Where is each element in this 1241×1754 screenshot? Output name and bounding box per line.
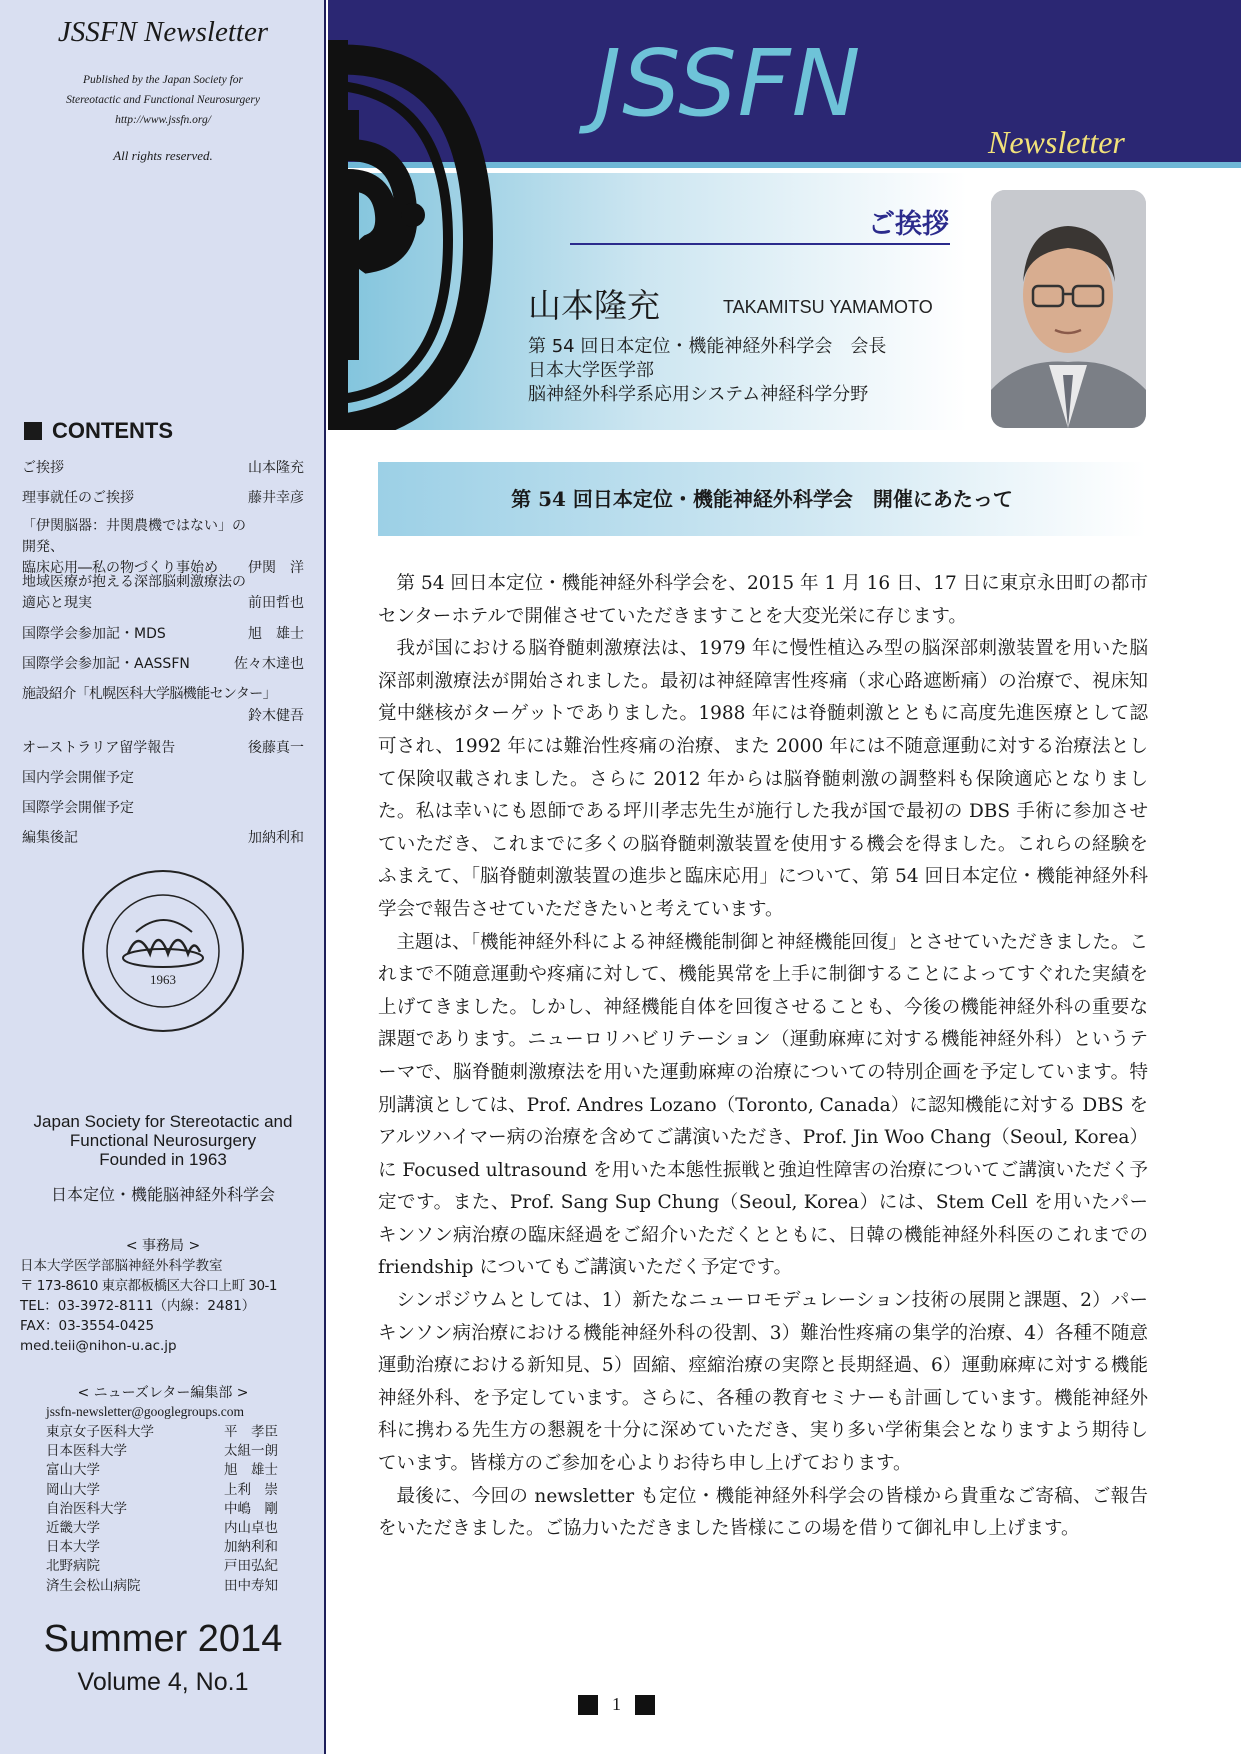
toc-title: 国際学会参加記・AASSFN — [22, 656, 190, 672]
toc-item[interactable] — [22, 572, 304, 614]
toc-item[interactable] — [22, 458, 304, 479]
toc-item[interactable] — [22, 828, 304, 849]
contents-heading — [24, 418, 173, 444]
editor-name: 内山卓也 — [224, 1520, 278, 1537]
author-portrait — [991, 190, 1146, 428]
publisher-note: Published by the Japan Society for Stereotactic and Functional Neurosurgery http://www.jssfn.org/ — [66, 74, 260, 126]
toc-title: 理事就任のご挨拶 — [22, 490, 134, 506]
toc-item[interactable] — [22, 488, 304, 509]
article-paragraph: 我が国における脳脊髄刺激療法は、1979 年に慢性植込み型の脳深部刺激装置を用いた脳深部刺激療法が開始されました。最初は神経障害性疼痛（求心路遮断痛）の治療で、視床知覚中継核がターゲットでありました。1988 年には脊髄刺激とともに高度先進医療として認可され、1992 年には難治性疼痛の治療、また 2000 年には不随意運動に対する治療法として保険収載されました。さらに 2012 年からは脳脊髄刺激の調整料も保険適応となりました。私は幸いにも恩師である坪川孝志先生が施行した我が国で最初の DBS 手術に参加させていただき、これまでに多くの脳脊髄刺激装置を使用する機会を得ました。これらの経験をふまえて、「脳脊髄刺激装置の進歩と臨床応用」について、第 54 回日本定位・機能神経外科学会で報告させていただきたいと考えています。 — [378, 638, 1148, 920]
toc-item[interactable] — [22, 738, 304, 759]
toc-title: 「伊関脳器：井関農機ではない」の開発、 臨床応用―私の物づくり事始め — [22, 518, 246, 576]
editor-row — [46, 1577, 286, 1596]
toc-title: オーストラリア留学報告 — [22, 740, 176, 756]
page-number: 1 — [612, 1694, 621, 1714]
editor-name: 中嶋 剛 — [224, 1500, 278, 1517]
toc-item[interactable] — [22, 684, 304, 725]
toc-author: 鈴木健吾 — [248, 708, 304, 724]
editor-row — [46, 1557, 286, 1576]
office-heading: < 事務局 > — [125, 1238, 201, 1254]
greeting-heading: ご挨拶 — [868, 209, 949, 240]
square-bullet-icon — [24, 422, 42, 440]
portrait-icon — [991, 190, 1146, 428]
editor-row — [46, 1500, 286, 1519]
editor-name: 太組一朗 — [224, 1443, 278, 1460]
editor-institution: 東京女子医科大学 — [46, 1424, 154, 1440]
editor-institution: 富山大学 — [46, 1462, 100, 1479]
editor-name: 加納利和 — [224, 1539, 278, 1556]
editor-name: 田中寿知 — [224, 1577, 278, 1594]
toc-author: 旭 雄士 — [248, 626, 304, 642]
editor-institution: 近畿大学 — [46, 1520, 100, 1537]
toc-author: 加納利和 — [248, 830, 304, 846]
editor-name: 旭 雄士 — [224, 1462, 278, 1479]
toc-title: ご挨拶 — [22, 460, 64, 476]
seal-year: 1963 — [150, 972, 176, 987]
toc-title: 国際学会開催予定 — [22, 800, 134, 816]
editor-institution: 済生会松山病院 — [46, 1577, 141, 1594]
brand-subtitle: Newsletter — [988, 124, 1125, 160]
affiliation-line: 第 54 回日本定位・機能神経外科学会 会長 — [528, 336, 887, 357]
society-seal-icon — [80, 868, 246, 1034]
affiliation-line: 日本大学医学部 — [528, 360, 654, 381]
brand-title: JSSFN — [594, 30, 862, 137]
greeting-underline — [570, 243, 950, 245]
toc-author: 後藤真一 — [248, 740, 304, 756]
article-body — [378, 568, 1148, 1546]
editor-institution: 岡山大学 — [46, 1481, 100, 1498]
toc-author: 伊関 洋 — [248, 560, 304, 576]
rights-note: All rights reserved. — [113, 148, 213, 163]
article-paragraph: 第 54 回日本定位・機能神経外科学会を、2015 年 1 月 16 日、17 日に東京永田町の都市センターホテルで開催させていただきますことを大変光栄に存じます。 — [378, 573, 1148, 627]
editor-name: 上利 崇 — [224, 1481, 278, 1498]
toc-item[interactable] — [22, 654, 304, 675]
author-name-jp: 山本隆充 — [528, 286, 660, 325]
editorial-heading: < ニューズレター編集部 > — [77, 1385, 249, 1401]
editor-institution: 日本医科大学 — [46, 1443, 127, 1460]
office-email[interactable]: med.teii@nihon-u.ac.jp — [20, 1338, 177, 1354]
editors-list — [46, 1423, 286, 1596]
editor-row — [46, 1461, 286, 1480]
editor-row — [46, 1423, 286, 1442]
affiliation-line: 脳神経外科学系応用システム神経科学分野 — [528, 384, 869, 405]
office-tel: TEL：03-3972-8111（内線：2481） — [20, 1298, 256, 1314]
author-affiliation — [528, 335, 886, 407]
editorial-email[interactable]: jssfn-newsletter@googlegroups.com — [46, 1404, 245, 1419]
toc-author: 山本隆充 — [248, 460, 304, 476]
society-name-en: Japan Society for Stereotactic and Functional Neurosurgery Founded in 1963 — [33, 1112, 293, 1169]
editor-name: 平 孝臣 — [224, 1424, 278, 1440]
toc-title: 地域医療が抱える深部脳刺激療法の 適応と現実 — [22, 574, 246, 611]
toc-author: 藤井幸彦 — [248, 490, 304, 506]
newsletter-title: JSSFN Newsletter — [57, 16, 269, 48]
toc-author: 前田哲也 — [248, 595, 304, 611]
society-name-jp: 日本定位・機能脳神経外科学会 — [50, 1185, 275, 1204]
editor-name: 戸田弘紀 — [224, 1558, 278, 1575]
toc-item[interactable] — [22, 624, 304, 645]
editor-row — [46, 1538, 286, 1557]
editor-institution: 日本大学 — [46, 1539, 100, 1556]
toc-title: 編集後記 — [22, 830, 78, 846]
square-left-icon — [578, 1695, 598, 1715]
office-address: 〒 173-8610 東京都板橋区大谷口上町 30-1 — [20, 1278, 278, 1294]
article-paragraph: 最後に、今回の newsletter も定位・機能神経外科学会の皆様から貴重なご寄稿、ご報告をいただきました。ご協力いただきました皆様にこの場を借りて御礼申し上げます。 — [378, 1485, 1148, 1540]
article-title: 第 54 回日本定位・機能神経外科学会 開催にあたって — [511, 487, 1013, 511]
toc-title: 国際学会参加記・MDS — [22, 626, 166, 642]
office-info — [20, 1256, 320, 1356]
toc-item[interactable] — [22, 798, 304, 819]
toc-item[interactable] — [22, 768, 304, 789]
editor-institution: 北野病院 — [46, 1558, 100, 1575]
article-title-banner — [378, 462, 1146, 536]
article-paragraph: 主題は、「機能神経外科による神経機能制御と神経機能回復」とさせていただきました。これまで不随意運動や疼痛に対して、機能異常を上手に制御することによってすぐれた実績を上げてきました。しかし、神経機能自体を回復させることも、今後の機能神経外科の重要な課題であります。ニューロリハビリテーション（運動麻痺に対する機能神経外科）というテーマで、脳脊髄刺激療法を用いた運動麻痺の治療についての特別企画を予定しています。特別講演としては、Prof. Andres Lozano（Toronto, Canada）に認知機能に対する DBS をアルツハイマー病の治療を含めてご講演いただき、Prof. Jin Woo Chang（Seoul, Korea）に Focused ultrasound を用いた本態性振戦と強迫性障害の治療についてご講演いただく予定です。また、Prof. Sang Sup Chung（Seoul, Korea）には、Stem Cell を用いたパーキンソン病治療の臨床経過をご紹介いただくとともに、日韓の機能神経外科医のこれまでの friendship についてもご講演いただく予定です。 — [378, 931, 1148, 1279]
square-right-icon — [635, 1695, 655, 1715]
office-line: 日本大学医学部脳神経外科学教室 — [20, 1258, 223, 1274]
author-name-en: TAKAMITSU YAMAMOTO — [723, 297, 933, 317]
toc-author: 佐々木達也 — [234, 656, 304, 672]
editor-institution: 自治医科大学 — [46, 1500, 127, 1517]
page-footer — [578, 1694, 655, 1715]
toc-title: 国内学会開催予定 — [22, 770, 134, 786]
editor-row — [46, 1442, 286, 1461]
masthead — [328, 0, 1241, 430]
article-paragraph: シンポジウムとしては、1）新たなニューロモデュレーション技術の展開と課題、2）パーキンソン病治療における機能神経外科の役割、3）難治性疼痛の集学的治療、4）各種不随意運動治療における新知見、5）固縮、痙縮治療の実際と長期経過、6）運動麻痺に対する機能神経外科、を予定しています。さらに、各種の教育セミナーも計画しています。機能神経外科に携わる先生方の懇親を十分に深めていただき、実り多い学術集会となりますよう期待しています。皆様方のご参加を心よりお待ち申し上げております。 — [378, 1290, 1148, 1475]
volume-label: Volume 4, No.1 — [77, 1668, 249, 1696]
sidebar — [0, 0, 326, 1754]
toc-item[interactable] — [22, 516, 304, 579]
issue-label: Summer 2014 — [43, 1618, 283, 1660]
editor-row — [46, 1481, 286, 1500]
editor-row — [46, 1519, 286, 1538]
toc-title: 施設紹介「札幌医科大学脳機能センター」 — [22, 686, 277, 702]
contents-heading-label: CONTENTS — [52, 418, 173, 443]
office-fax: FAX：03-3554-0425 — [20, 1318, 155, 1334]
